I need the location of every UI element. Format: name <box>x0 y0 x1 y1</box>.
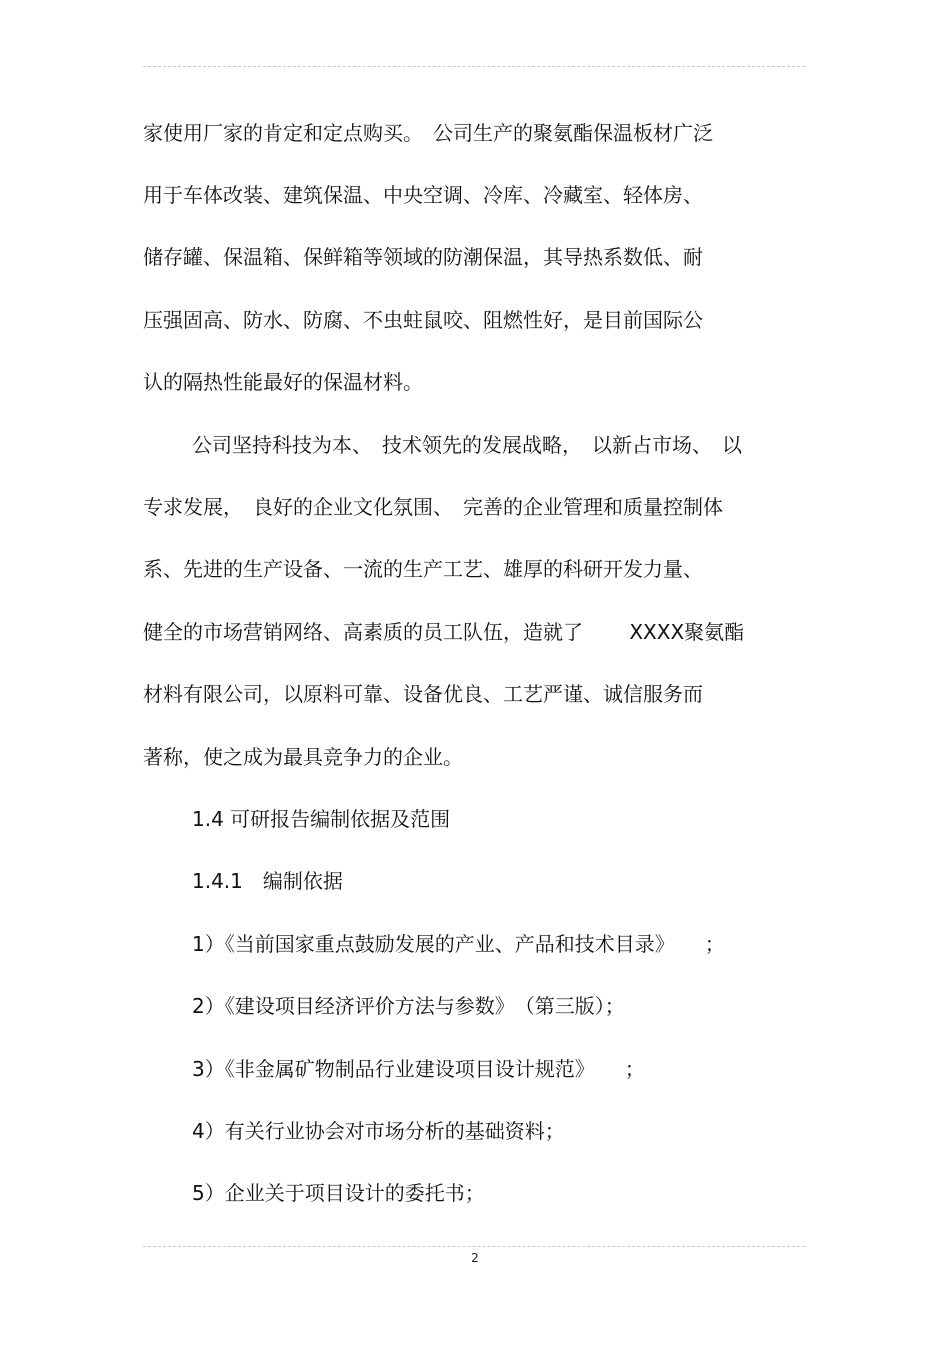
page-number: 2 <box>471 1251 479 1265</box>
list-item: 1）《当前国家重点鼓励发展的产业、产品和技术目录》 ； <box>192 932 725 956</box>
paragraph-line: 专求发展， 良好的企业文化氛围、 完善的企业管理和质量控制体 <box>143 495 723 519</box>
subsection-heading: 1.4.1 编制依据 <box>192 869 343 893</box>
paragraph-line: 认的隔热性能最好的保温材料。 <box>143 370 423 394</box>
footer-rule <box>143 1246 805 1247</box>
paragraph-line: 储存罐、保温箱、保鲜箱等领域的防潮保温，其导热系数低、耐 <box>143 245 703 269</box>
paragraph-line: 公司坚持科技为本、 技术领先的发展战略， 以新占市场、 以 <box>192 433 742 457</box>
list-item: 4）有关行业协会对市场分析的基础资料； <box>192 1119 565 1143</box>
list-item: 5）企业关于项目设计的委托书； <box>192 1181 485 1205</box>
paragraph-line: 家使用厂家的肯定和定点购买。 公司生产的聚氨酯保温板材广泛 <box>143 121 713 145</box>
paragraph-line: 健全的市场营销网络、高素质的员工队伍，造就了 XXXX聚氨酯 <box>143 620 745 644</box>
paragraph-line: 材料有限公司，以原料可靠、设备优良、工艺严谨、诚信服务而 <box>143 682 703 706</box>
section-heading: 1.4 可研报告编制依据及范围 <box>192 807 451 831</box>
list-item: 3）《非金属矿物制品行业建设项目设计规范》 ； <box>192 1057 645 1081</box>
paragraph-line: 著称，使之成为最具竞争力的企业。 <box>143 745 463 769</box>
paragraph-line: 系、先进的生产设备、一流的生产工艺、雄厚的科研开发力量、 <box>143 557 703 581</box>
header-rule <box>143 66 805 67</box>
paragraph-line: 压强固高、防水、防腐、不虫蛀鼠咬、阻燃性好，是目前国际公 <box>143 308 703 332</box>
paragraph-line: 用于车体改装、建筑保温、中央空调、冷库、冷藏室、轻体房、 <box>143 183 703 207</box>
list-item: 2）《建设项目经济评价方法与参数》 （第三版）； <box>192 994 625 1018</box>
